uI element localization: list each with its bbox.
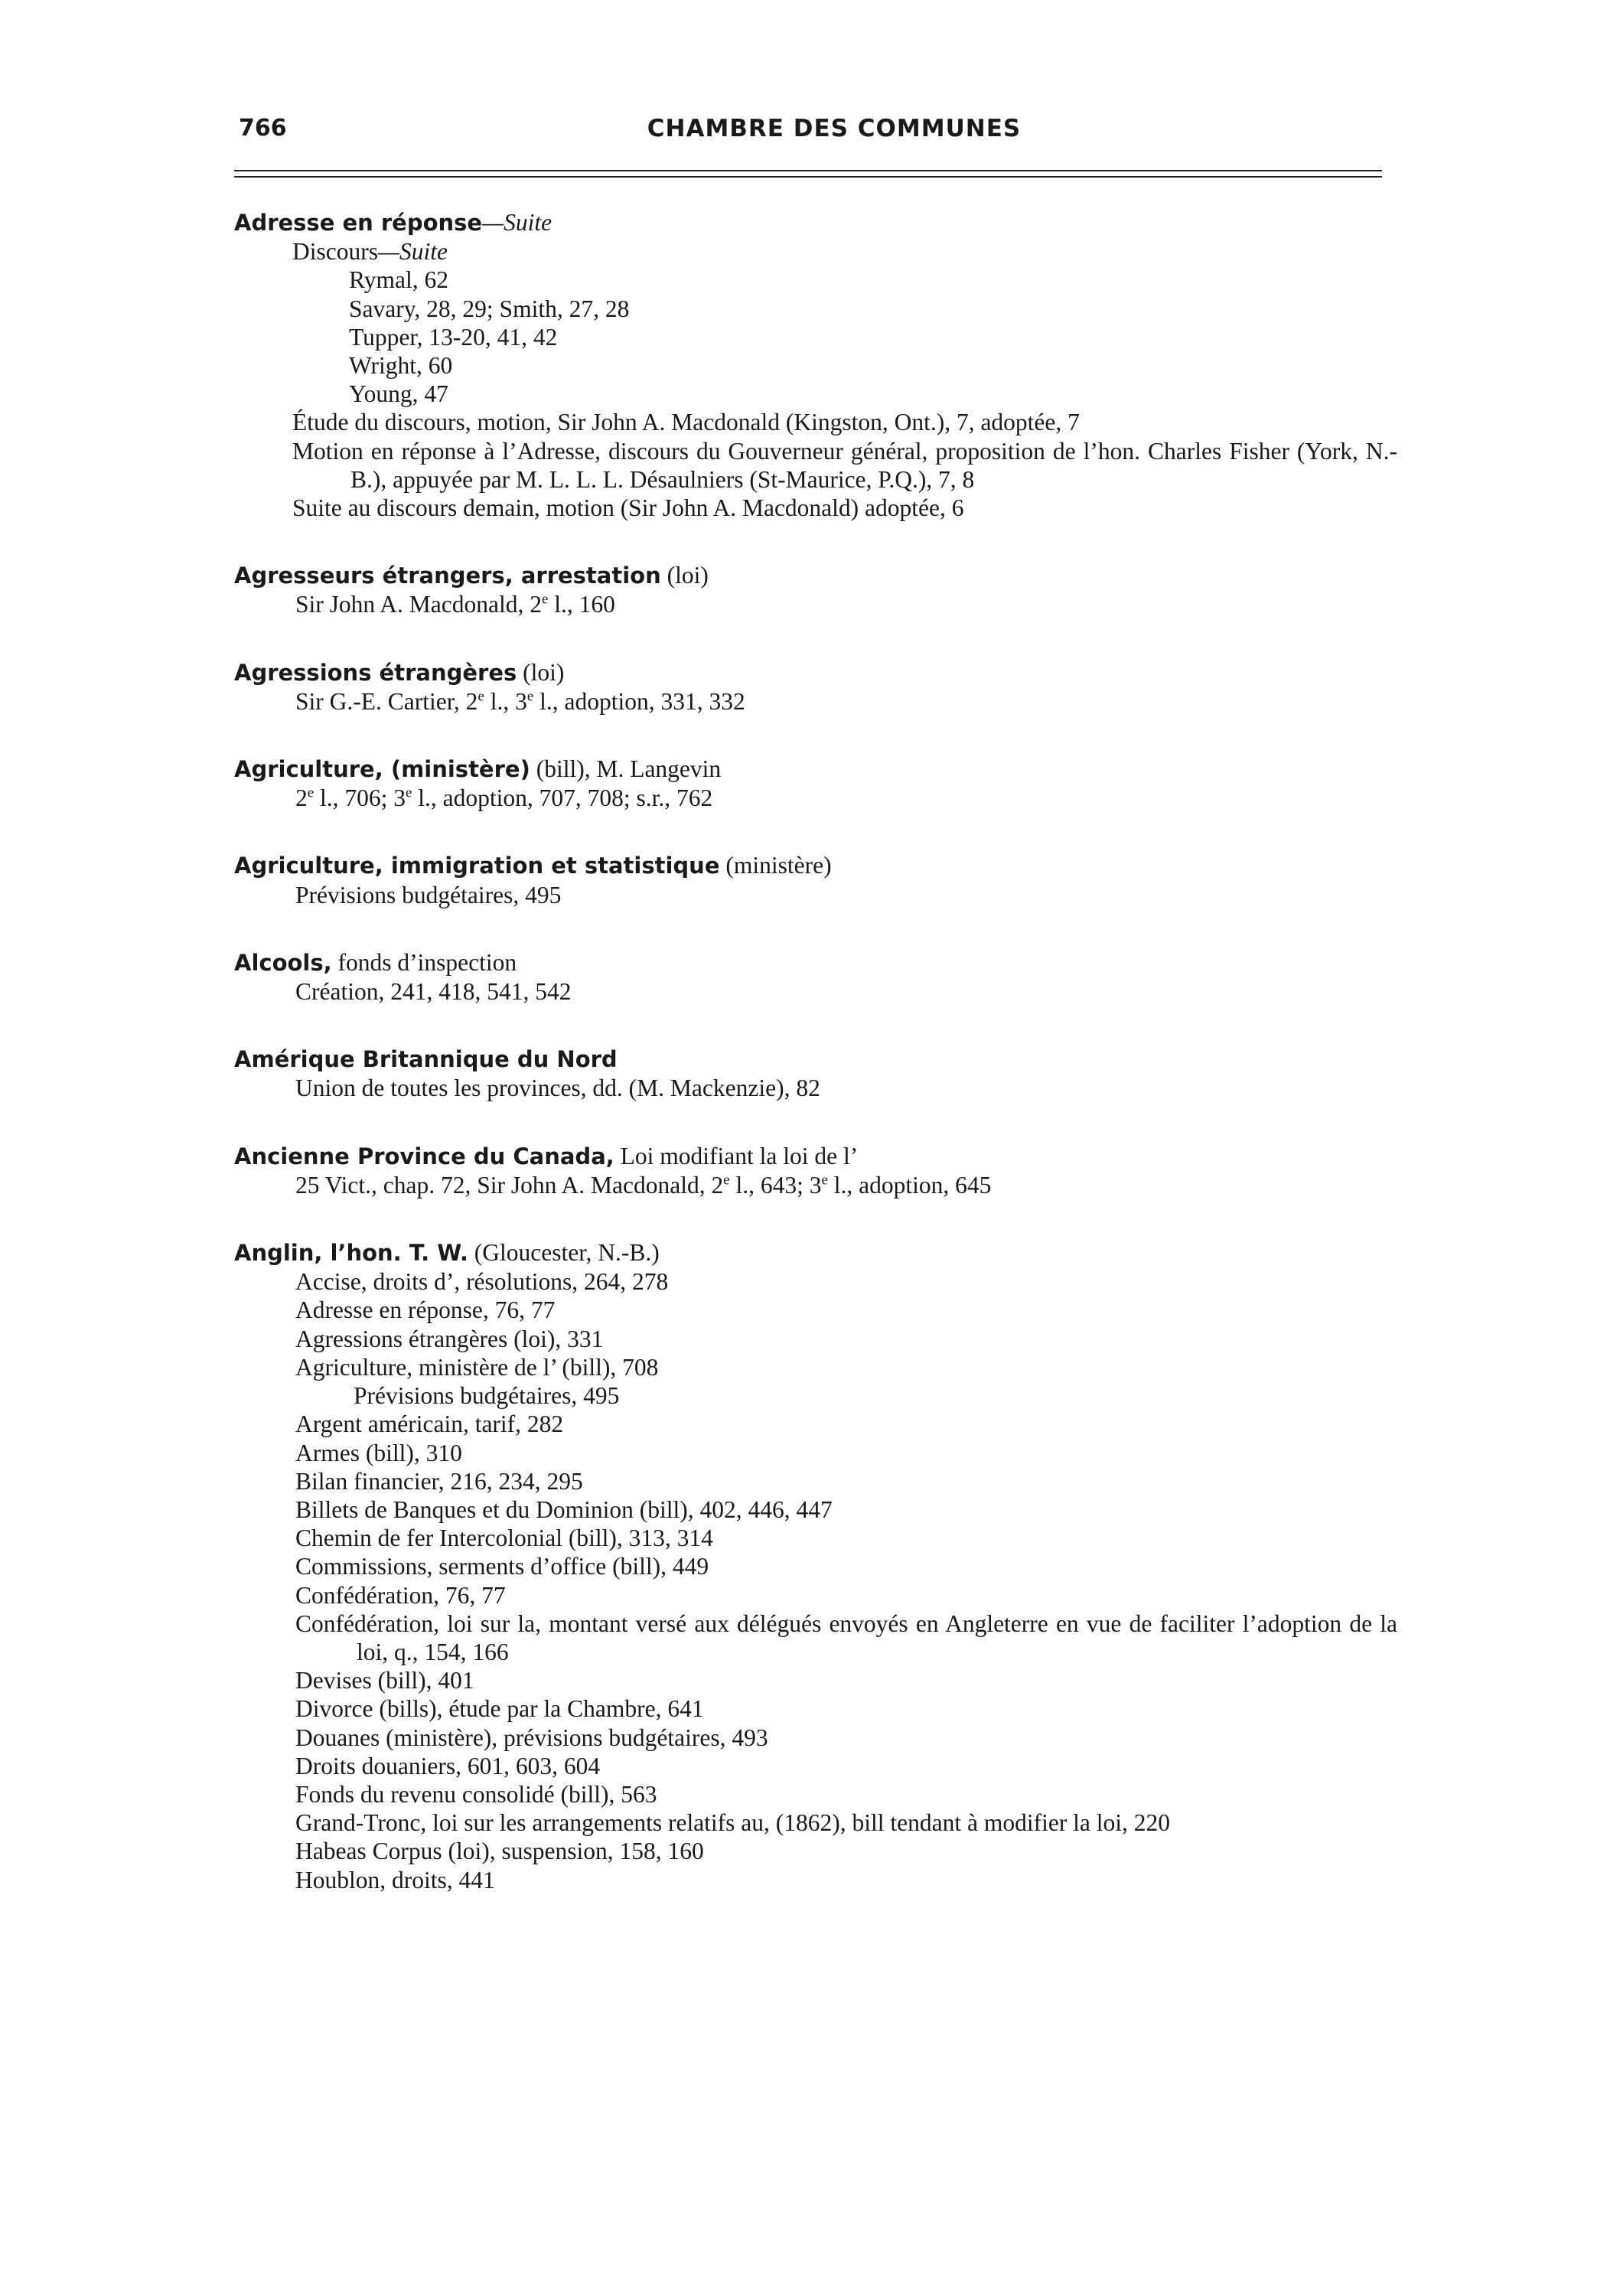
entry-heading-rest: fonds d’inspection: [331, 948, 517, 976]
index-entry-agressions: [234, 658, 1397, 716]
subentry-text: l., adoption, 331, 332: [533, 687, 745, 715]
subentry-line: Bilan financier, 216, 234, 295: [295, 1467, 583, 1495]
subentry-text: l., 643; 3: [729, 1171, 822, 1199]
subentry-line: Commissions, serments d’office (bill), 449: [295, 1553, 709, 1580]
ordinal-sup: e: [406, 784, 412, 801]
subentry-line: Motion en réponse à l’Adresse, discours du Gouverneur général, proposition de l’hon. Charles Fisher (York, N.-B.), appuyée par M. L. L. L. Désaulniers (St-Maurice, P.Q.), 7, 8: [292, 437, 1397, 493]
entry-heading-rest: (loi): [517, 658, 565, 686]
subentry-line: Savary, 28, 29; Smith, 27, 28: [349, 295, 630, 322]
subentry-line: Wright, 60: [349, 352, 453, 380]
ordinal-sup: e: [478, 688, 484, 705]
entry-heading: Adresse en réponse: [234, 210, 483, 236]
subentry-line: Young, 47: [349, 380, 448, 408]
subentry-line: Accise, droits d’, résolutions, 264, 278: [295, 1268, 669, 1296]
entry-heading-rest: (ministère): [719, 852, 832, 879]
subentry-line: Armes (bill), 310: [295, 1439, 462, 1466]
subentry-discours-suffix: —Suite: [378, 238, 448, 266]
ordinal-sup: e: [307, 784, 315, 801]
header-rule-bottom: [234, 176, 1382, 178]
entry-heading-rest: (bill), M. Langevin: [530, 755, 722, 783]
header-rule-top: [234, 170, 1382, 171]
entry-heading: Amérique Britannique du Nord: [234, 1046, 618, 1073]
ordinal-sup: e: [723, 1172, 730, 1189]
index-entry-amerique: [234, 1045, 1397, 1102]
subentry-line: Confédération, loi sur la, montant versé aux délégués envoyés en Angleterre en vue de faciliter l’adoption de la loi, q., 154, 166: [295, 1609, 1397, 1665]
subentry-line: Agressions étrangères (loi), 331: [295, 1325, 604, 1352]
subentry-line: Rymal, 62: [349, 266, 448, 294]
subentry-line: Fonds du revenu consolidé (bill), 563: [295, 1780, 657, 1808]
subentry-line: Grand-Tronc, loi sur les arrangements relatifs au, (1862), bill tendant à modifier la loi, 220: [295, 1809, 1171, 1837]
subentry-text: l., adoption, 707, 708; s.r., 762: [412, 784, 713, 812]
subentry-line: Confédération, 76, 77: [295, 1581, 506, 1609]
subentry-text: 2: [295, 784, 308, 812]
subentry-line: Devises (bill), 401: [295, 1667, 474, 1694]
subentry-line: Houblon, droits, 441: [295, 1866, 495, 1893]
subentry-line: Chemin de fer Intercolonial (bill), 313, 314: [295, 1525, 713, 1552]
subentry-text: 25 Vict., chap. 72, Sir John A. Macdonald, 2: [295, 1171, 724, 1199]
running-title: CHAMBRE DES COMMUNES: [647, 115, 1022, 142]
entry-heading-suffix: —Suite: [482, 209, 553, 236]
entry-heading-rest: Loi modifiant la loi de l’: [614, 1142, 859, 1169]
entry-heading: Agresseurs étrangers, arrestation: [234, 563, 661, 589]
subentry-line: Suite au discours demain, motion (Sir John A. Macdonald) adoptée, 6: [292, 494, 964, 522]
subentry-line: Habeas Corpus (loi), suspension, 158, 160: [295, 1838, 704, 1865]
subentry-text: l., adoption, 645: [827, 1171, 992, 1199]
subentry-line: Union de toutes les provinces, dd. (M. Mackenzie), 82: [295, 1075, 820, 1102]
subentry-line: Création, 241, 418, 541, 542: [295, 978, 572, 1006]
subentry-line: Tupper, 13-20, 41, 42: [349, 323, 558, 351]
subentry-line: Douanes (ministère), prévisions budgétaires, 493: [295, 1724, 768, 1751]
entry-heading: Agressions étrangères: [234, 659, 517, 686]
entry-heading: Agriculture, (ministère): [234, 756, 530, 783]
subentry-text: l., 160: [548, 591, 615, 618]
subentry-line: Billets de Banques et du Dominion (bill), 402, 446, 447: [295, 1495, 833, 1523]
index-entry-anglin: [234, 1238, 1397, 1894]
subentry-line: Prévisions budgétaires, 495: [354, 1382, 620, 1410]
subentry-text: l., 706; 3: [314, 784, 406, 812]
index-entry-adresse: [234, 208, 1397, 522]
subentry-line: Étude du discours, motion, Sir John A. Macdonald (Kingston, Ont.), 7, adoptée, 7: [292, 409, 1080, 436]
index-entry-alcools: [234, 948, 1397, 1006]
entry-heading-rest: (Gloucester, N.-B.): [468, 1239, 660, 1267]
entry-heading: Alcools,: [234, 949, 332, 976]
subentry-line: Agriculture, ministère de l’ (bill), 708: [295, 1353, 659, 1381]
index-entry-agresseurs: [234, 561, 1397, 618]
index-entry-ancienne-province: [234, 1142, 1397, 1199]
entry-heading: Anglin, l’hon. T. W.: [234, 1240, 468, 1267]
subentry-line: Adresse en réponse, 76, 77: [295, 1296, 556, 1324]
entry-heading: Agriculture, immigration et statistique: [234, 853, 720, 879]
subentry-text: Sir G.-E. Cartier, 2: [295, 687, 478, 715]
subentry-text: l., 3: [484, 687, 527, 715]
ordinal-sup: e: [526, 688, 534, 705]
subentry-discours: Discours: [292, 238, 378, 266]
subentry-line: Argent américain, tarif, 282: [295, 1411, 564, 1438]
ordinal-sup: e: [541, 591, 549, 608]
ordinal-sup: e: [821, 1172, 828, 1189]
subentry-line: Droits douaniers, 601, 603, 604: [295, 1752, 601, 1779]
entry-heading-rest: (loi): [660, 562, 709, 589]
index-entry-agriculture-ministere: [234, 755, 1397, 812]
entry-heading: Ancienne Province du Canada,: [234, 1143, 614, 1169]
subentry-line: Divorce (bills), étude par la Chambre, 641: [295, 1695, 704, 1723]
page-number: 766: [239, 115, 287, 142]
index-entry-agriculture-immigration: [234, 851, 1397, 908]
index-column: [234, 208, 1397, 1933]
subentry-text: Sir John A. Macdonald, 2: [295, 591, 542, 618]
subentry-line: Prévisions budgétaires, 495: [295, 881, 562, 908]
